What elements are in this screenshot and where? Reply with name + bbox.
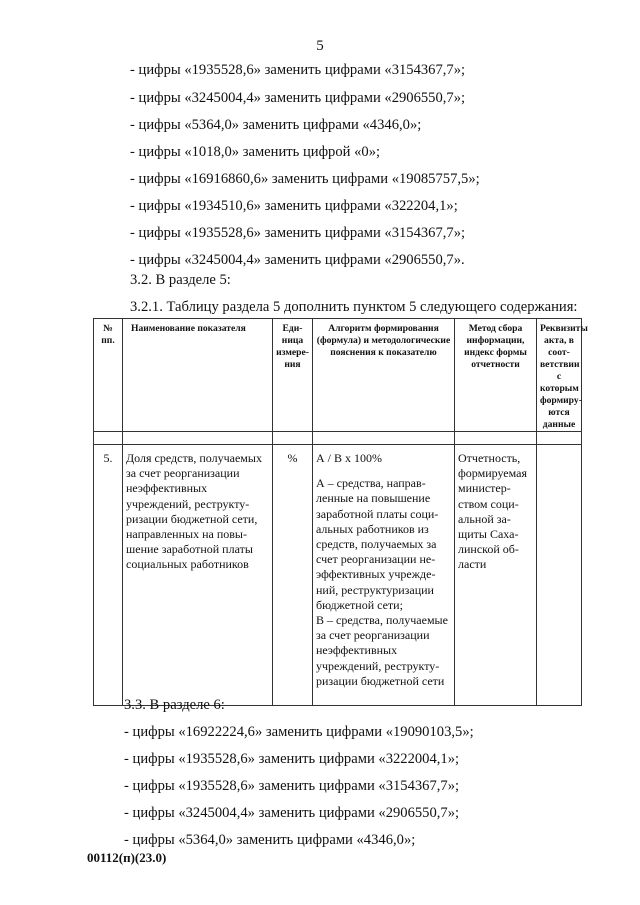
table-row — [94, 445, 582, 706]
list-item: - цифры «1935528,6» заменить цифрами «3154367,7»; — [130, 225, 466, 241]
page-number: 5 — [316, 38, 324, 54]
indicator-table — [93, 318, 588, 706]
list-item: - цифры «1935528,6» заменить цифрами «3154367,7»; — [130, 62, 466, 78]
list-item: - цифры «5364,0» заменить цифрами «4346,0»; — [130, 117, 422, 133]
list-item: - цифры «3245004,4» заменить цифрами «2906550,7»; — [124, 805, 460, 821]
header-num: № пп. — [94, 319, 123, 432]
section-heading-3-2-1: 3.2.1. Таблицу раздела 5 дополнить пунктом 5 следующего содержания: — [130, 299, 578, 315]
section-heading-3-3: 3.3. В разделе 6: — [124, 697, 225, 713]
list-item: - цифры «1934510,6» заменить цифрами «322204,1»; — [130, 198, 458, 214]
list-item: - цифры «16916860,6» заменить цифрами «19085757,5»; — [130, 171, 480, 187]
list-item: - цифры «16922224,6» заменить цифрами «19090103,5»; — [124, 724, 474, 740]
list-item: - цифры «1018,0» заменить цифрой «0»; — [130, 144, 381, 160]
section-heading-3-2: 3.2. В разделе 5: — [130, 272, 231, 288]
cell-name: Доля средств, получаемых за счет реорганизации неэффективных учреждений, реструктуризации бюджетной сети, направленных на повышение заработной платы социальных работников — [123, 445, 273, 706]
formula-text: А / В х 100% — [316, 451, 382, 465]
header-unit: Единица измерения — [273, 319, 313, 432]
header-requisites: Реквизиты акта, в соответствии с которым формируются данные — [537, 319, 582, 432]
header-method: Метод сбора информации, индекс формы отчетности — [455, 319, 537, 432]
table-spacer-row — [94, 432, 582, 445]
cell-unit: % — [273, 445, 313, 706]
header-formula: Алгоритм формирования (формула) и методологические пояснения к показателю — [313, 319, 455, 432]
cell-num: 5. — [94, 445, 123, 706]
cell-requisites — [537, 445, 582, 706]
list-item: - цифры «3245004,4» заменить цифрами «2906550,7». — [130, 252, 465, 268]
list-item: - цифры «1935528,6» заменить цифрами «3222004,1»; — [124, 751, 460, 767]
formula-explanation-b: В – средства, получаемые за счет реорганизации неэффективных учреждений, реструктуризации бюджетной сети — [316, 613, 448, 688]
cell-method: Отчетность, формируемая министерством социальной защиты Сахалинской области — [455, 445, 537, 706]
header-name: Наименование показателя — [123, 319, 273, 432]
list-item: - цифры «3245004,4» заменить цифрами «2906550,7»; — [130, 90, 466, 106]
formula-explanation-a: А – средства, направленные на повышение заработной платы социальных работников из средств, получаемых за счет реорганизации неэффективных учреждений, реструктуризации бюджетной сети; — [316, 476, 439, 612]
list-item: - цифры «1935528,6» заменить цифрами «3154367,7»; — [124, 778, 460, 794]
list-item: - цифры «5364,0» заменить цифрами «4346,0»; — [124, 832, 416, 848]
document-code: 00112(п)(23.0) — [87, 850, 167, 865]
table-header-row — [94, 319, 582, 432]
cell-formula — [313, 445, 455, 706]
